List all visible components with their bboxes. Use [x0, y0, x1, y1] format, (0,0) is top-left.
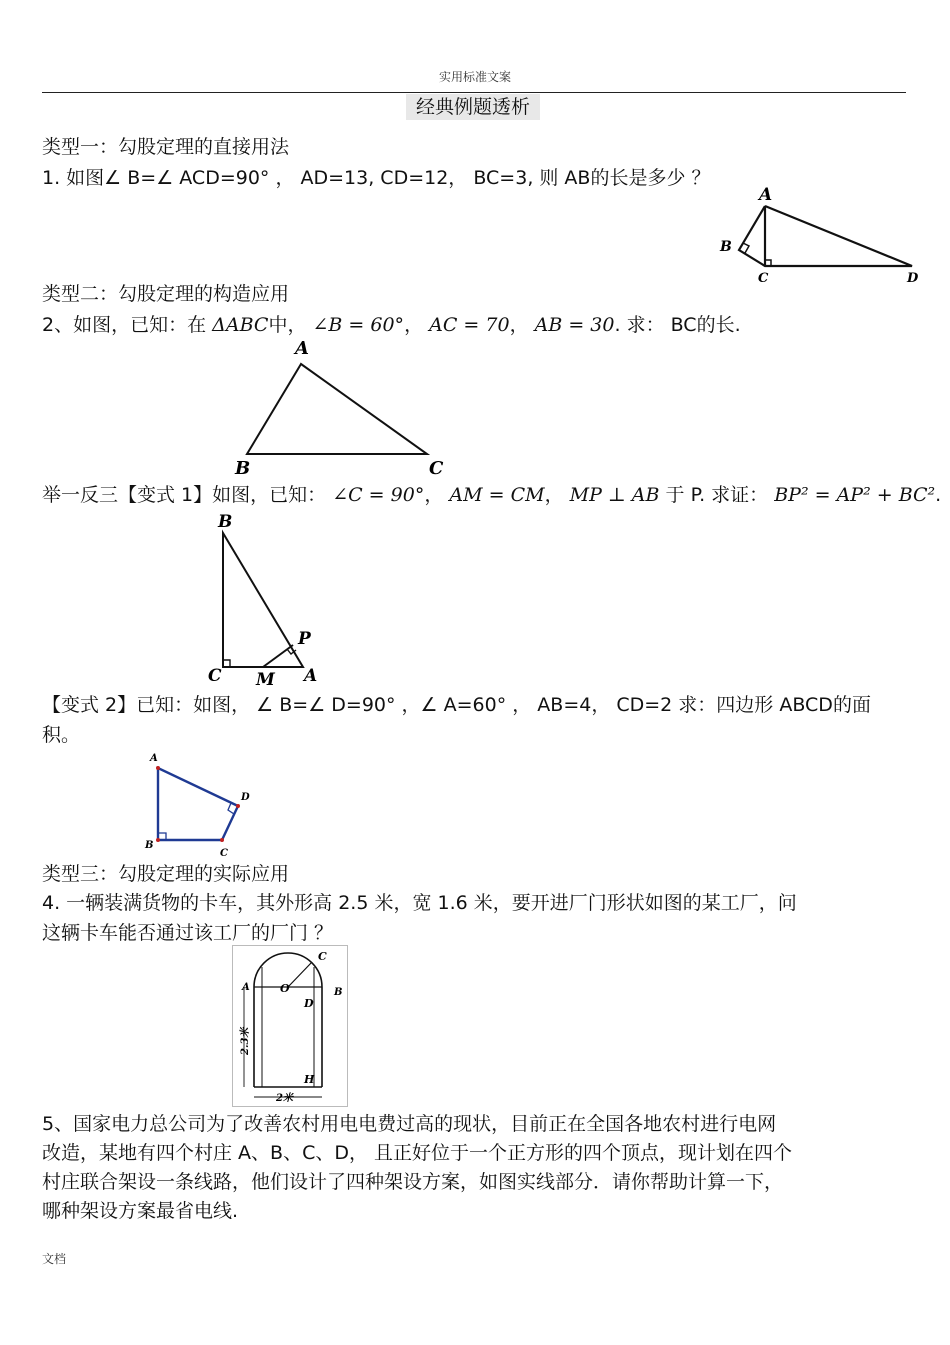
fig4-point-a [156, 766, 160, 770]
v1-math-angle: ∠C = 90° [332, 484, 425, 506]
v1-text: 举一反三【变式 1】如图，已知： [42, 484, 327, 506]
fig4-outline [158, 768, 238, 840]
question-4-line2: 这辆卡车能否通过该工厂的厂门 ？ [42, 922, 334, 944]
v1-math-proof: BP² = AP² + BC² [774, 484, 936, 506]
fig3-label-c: C [208, 666, 222, 686]
fig2-outline [247, 364, 427, 454]
fig5-label-a: A [242, 982, 250, 993]
type2-heading: 类型二：勾股定理的构造应用 [42, 283, 290, 305]
type1-heading: 类型一：勾股定理的直接用法 [42, 136, 290, 158]
fig3-label-m: M [256, 670, 275, 690]
v1-math-mp: MP ⊥ AB [569, 484, 660, 506]
fig2-label-b: B [235, 458, 251, 479]
fig4-label-a: A [150, 753, 158, 764]
fig4-point-c [220, 838, 224, 842]
v1-math-am: AM = CM [449, 484, 545, 506]
q2-math-triangle: ΔABC [212, 314, 269, 336]
fig4-label-d: D [241, 792, 250, 803]
figure-1-triangle [712, 178, 922, 288]
section-title: 经典例题透析 [406, 94, 540, 120]
fig1-right-angle-b [743, 243, 749, 253]
fig3-label-a: A [304, 666, 318, 686]
fig4-label-c: C [220, 848, 228, 859]
q2-math-ac: AC = 70 [429, 314, 510, 336]
page-footer: 文档 [42, 1252, 67, 1266]
question-5-line4: 哪种架设方案最省电线. [42, 1200, 239, 1222]
v1-text: . [935, 484, 942, 506]
fig2-label-c: C [429, 458, 444, 479]
fig5-radius [288, 962, 312, 987]
fig5-label-c: C [318, 950, 327, 963]
fig5-border [233, 946, 348, 1107]
question-5-line1: 5、国家电力总公司为了改善农村用电电费过高的现状，目前正在全国各地农村进行电网 [42, 1113, 777, 1135]
question-1: 1. 如图∠ B=∠ ACD=90° ， AD=13, CD=12， BC=3, 则 AB的长是多少 ？ [42, 167, 711, 189]
variant-2-line1: 【变式 2】已知：如图， ∠ B=∠ D=90° ，∠ A=60° ， AB=4， CD=2 求：四边形 ABCD的面 [42, 694, 871, 716]
q2-text: 2、如图，已知：在 [42, 314, 207, 336]
v1-text: ， [544, 484, 564, 506]
q2-text: ， [509, 314, 529, 336]
v1-text: ， [424, 484, 444, 506]
page-header: 实用标准文案 [438, 70, 511, 84]
type3-heading: 类型三：勾股定理的实际应用 [42, 863, 290, 885]
q2-math-angle: ∠B = 60° [312, 314, 405, 336]
fig5-height-label: 2.3米 [240, 1027, 251, 1055]
figure-3-triangle [200, 505, 330, 690]
header-rule [42, 92, 906, 93]
fig4-label-b: B [145, 840, 154, 851]
figure-2-triangle [225, 332, 455, 480]
fig1-label-d: D [907, 271, 919, 286]
question-4-line1: 4. 一辆装满货物的卡车，其外形高 2.5 米，宽 1.6 米，要开进厂门形状如图的某工厂，问 [42, 892, 797, 914]
fig4-point-b [156, 838, 160, 842]
q2-math-ab: AB = 30 [534, 314, 615, 336]
question-5-line3: 村庄联合架设一条线路，他们设计了四种架设方案，如图实线部分．请你帮助计算一下， [42, 1171, 784, 1193]
v1-text: 于 P. 求证： [665, 484, 769, 506]
fig3-label-b: B [218, 512, 233, 532]
figure-4-quadrilateral [140, 748, 260, 860]
fig5-label-d: D [304, 997, 314, 1010]
q2-text: . 求： BC的长. [614, 314, 741, 336]
fig4-point-d [236, 804, 240, 808]
fig3-label-p: P [298, 629, 311, 649]
fig2-label-a: A [295, 338, 309, 359]
fig5-label-h: H [304, 1073, 315, 1086]
figure-5-gate [232, 945, 348, 1107]
fig3-right-angle-c [223, 660, 230, 667]
variant-1 [42, 482, 941, 508]
fig5-width-label: 2米 [276, 1093, 293, 1104]
fig3-perpendicular [263, 645, 293, 667]
fig5-label-o: O [280, 982, 290, 995]
q2-text: ， [404, 314, 424, 336]
fig1-label-b: B [720, 239, 732, 255]
fig1-label-a: A [759, 185, 773, 205]
question-5-line2: 改造，某地有四个村庄 A、B、C、D， 且正好位于一个正方形的四个顶点，现计划在四个 [42, 1142, 793, 1164]
fig5-label-b: B [334, 987, 343, 998]
q2-text: 中， [268, 314, 307, 336]
variant-2-line2: 积。 [42, 724, 81, 746]
fig1-label-c: C [758, 271, 769, 286]
